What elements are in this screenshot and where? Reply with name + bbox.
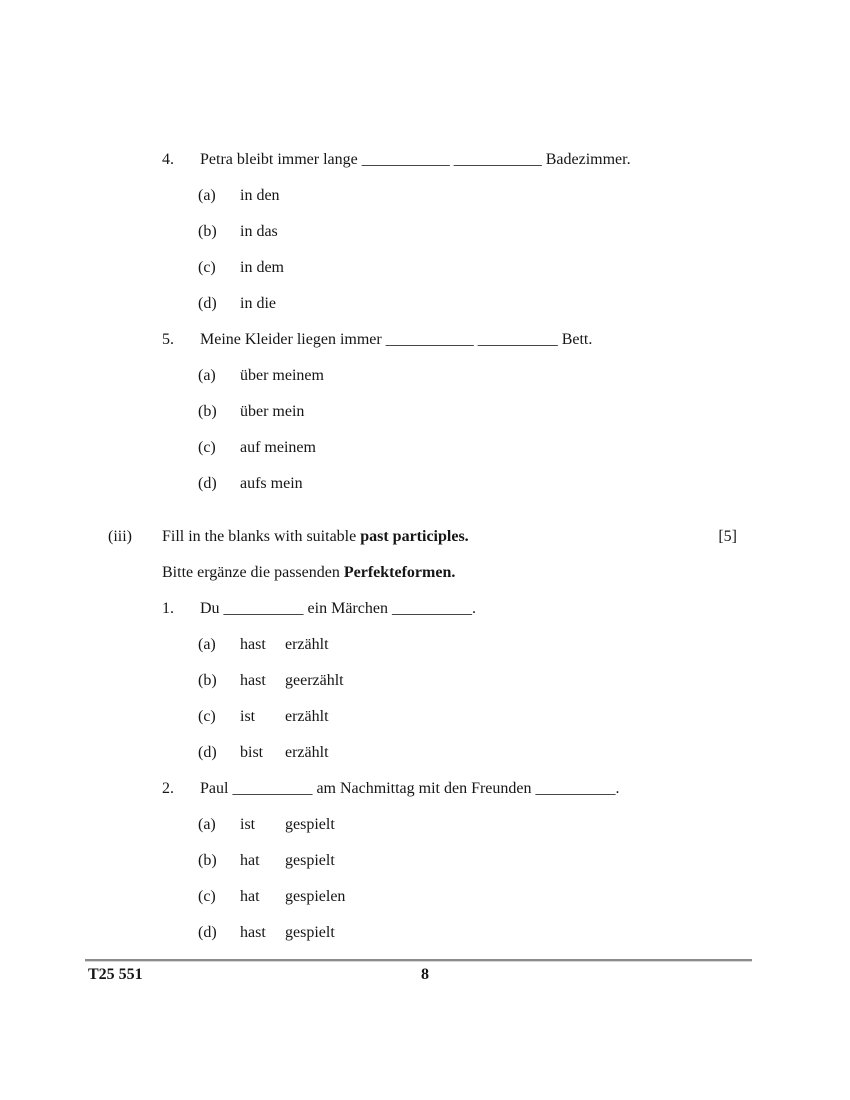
option-label: (b) — [198, 223, 217, 240]
option-text: in dem — [240, 259, 284, 276]
question-5-option-a — [198, 366, 850, 402]
question-4 — [162, 150, 850, 186]
option-participle: erzählt — [285, 636, 329, 653]
question-1-option-a — [198, 635, 850, 671]
option-label: (b) — [198, 403, 217, 420]
option-text: aufs mein — [240, 475, 303, 492]
option-participle: gespielt — [285, 924, 335, 941]
option-text: über mein — [240, 403, 305, 420]
option-participle: gespielen — [285, 888, 346, 905]
question-stem: Paul __________ am Nachmittag mit den Freunden __________. — [200, 780, 620, 797]
instruction-bold: Perfekteformen. — [343, 564, 456, 581]
option-label: (d) — [198, 475, 217, 492]
question-1-option-d — [198, 743, 850, 779]
marks-badge: [5] — [718, 528, 737, 545]
option-verb: ist — [240, 708, 256, 725]
option-verb: hast — [240, 636, 266, 653]
option-verb: hast — [240, 924, 266, 941]
question-number: 1. — [162, 600, 174, 617]
question-4-option-b — [198, 222, 850, 258]
option-label: (c) — [198, 259, 216, 276]
option-label: (c) — [198, 888, 216, 905]
question-2-option-d — [198, 923, 850, 959]
question-2-option-b — [198, 851, 850, 887]
option-label: (b) — [198, 852, 217, 869]
option-participle: gespielt — [285, 852, 335, 869]
instruction-normal: Bitte ergänze die passenden — [162, 564, 344, 581]
option-text: in das — [240, 223, 278, 240]
option-text: in die — [240, 295, 276, 312]
option-label: (c) — [198, 708, 216, 725]
instruction-english — [162, 527, 718, 563]
option-text: über meinem — [240, 367, 324, 384]
question-2-option-a — [198, 815, 850, 851]
option-text: in den — [240, 187, 280, 204]
option-label: (d) — [198, 744, 217, 761]
question-number: 4. — [162, 151, 174, 168]
question-1-option-b — [198, 671, 850, 707]
footer-rule — [85, 959, 752, 962]
option-label: (a) — [198, 367, 216, 384]
option-label: (a) — [198, 816, 216, 833]
option-participle: erzählt — [285, 708, 329, 725]
question-2 — [162, 779, 850, 815]
option-participle: erzählt — [285, 744, 329, 761]
option-label: (a) — [198, 187, 216, 204]
question-number: 5. — [162, 331, 174, 348]
option-verb: hast — [240, 672, 266, 689]
question-5-option-c — [198, 438, 850, 474]
question-4-option-d — [198, 294, 850, 330]
option-participle: gespielt — [285, 816, 335, 833]
question-5-option-b — [198, 402, 850, 438]
question-stem: Meine Kleider liegen immer ___________ __________ Bett. — [200, 331, 593, 348]
option-label: (b) — [198, 672, 217, 689]
question-1 — [162, 599, 850, 635]
option-label: (a) — [198, 636, 216, 653]
question-1-option-c — [198, 707, 850, 743]
question-4-option-c — [198, 258, 850, 294]
instruction-normal: Fill in the blanks with suitable — [162, 528, 361, 545]
question-2-option-c — [198, 887, 850, 923]
question-stem: Du __________ ein Märchen __________. — [200, 600, 476, 617]
page-number: 8 — [421, 966, 429, 983]
option-text: auf meinem — [240, 439, 316, 456]
instruction-german — [162, 563, 850, 599]
instruction-bold: past participles. — [360, 528, 469, 545]
section-iii-header — [108, 527, 850, 563]
paper-code: T25 551 — [88, 966, 143, 983]
option-label: (d) — [198, 924, 217, 941]
question-4-option-a — [198, 186, 850, 222]
option-label: (d) — [198, 295, 217, 312]
option-label: (c) — [198, 439, 216, 456]
option-verb: hat — [240, 852, 260, 869]
option-verb: hat — [240, 888, 260, 905]
option-verb: ist — [240, 816, 256, 833]
question-stem: Petra bleibt immer lange ___________ ___________ Badezimmer. — [200, 151, 631, 168]
question-5-option-d — [198, 474, 850, 510]
option-participle: geerzählt — [285, 672, 344, 689]
question-number: 2. — [162, 780, 174, 797]
option-verb: bist — [240, 744, 264, 761]
question-5 — [162, 330, 850, 366]
section-marker: (iii) — [108, 528, 132, 545]
